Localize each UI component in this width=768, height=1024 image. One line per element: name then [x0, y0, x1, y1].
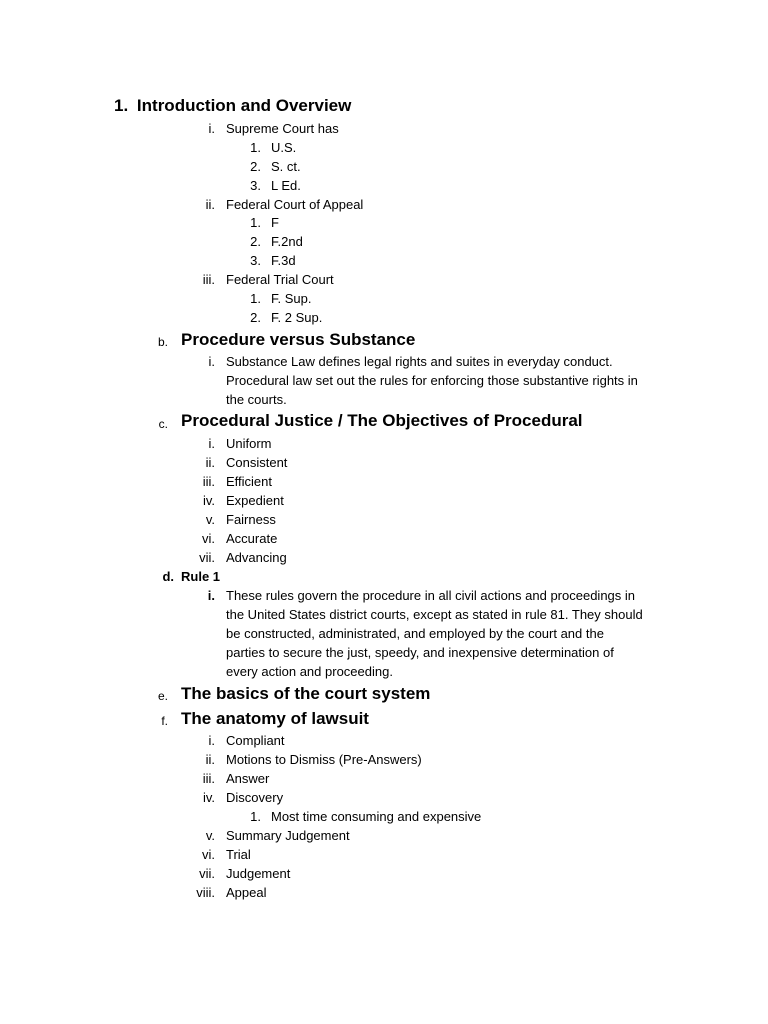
list-item: Compliant: [226, 733, 285, 748]
list-item: Accurate: [226, 531, 278, 546]
section-title: Rule 1: [181, 569, 221, 584]
paragraph-line: Procedural law set out the rules for enforcing those substantive rights in: [226, 373, 638, 388]
list-item: Efficient: [226, 474, 273, 489]
list-marker: v.: [205, 512, 215, 527]
section-title: Procedural Justice / The Objectives of Procedural: [181, 411, 583, 430]
list-marker: vii.: [199, 866, 215, 881]
list-item: Consistent: [226, 455, 288, 470]
paragraph-line: be constructed, administrated, and employed by the court and the: [226, 626, 604, 641]
paragraph-line: parties to secure the just, speedy, and inexpensive determination of: [226, 645, 614, 660]
list-item: F. Sup.: [271, 291, 312, 306]
list-marker: vii.: [199, 550, 215, 565]
list-marker: 2.: [250, 159, 261, 174]
list-item: F. 2 Sup.: [271, 310, 323, 325]
section-marker: e.: [157, 689, 168, 703]
list-marker: iv.: [202, 790, 215, 805]
list-marker: ii.: [205, 752, 215, 767]
list-item: Discovery: [226, 790, 284, 805]
list-marker: i.: [208, 354, 215, 369]
list-item: Motions to Dismiss (Pre-Answers): [226, 752, 422, 767]
list-marker: iv.: [202, 493, 215, 508]
section-title: Procedure versus Substance: [181, 330, 416, 349]
list-marker: v.: [205, 828, 215, 843]
list-item: Expedient: [226, 493, 284, 508]
list-marker: viii.: [196, 885, 215, 900]
list-marker: 3.: [250, 178, 261, 193]
list-marker: i.: [208, 121, 215, 136]
list-item: Federal Court of Appeal: [226, 197, 364, 212]
list-item: Most time consuming and expensive: [271, 809, 482, 824]
list-item: Fairness: [226, 512, 276, 527]
list-item: Appeal: [226, 885, 267, 900]
section-title: The anatomy of lawsuit: [181, 709, 369, 728]
list-item: Supreme Court has: [226, 121, 339, 136]
paragraph-line: These rules govern the procedure in all civil actions and proceedings in: [226, 588, 636, 603]
section-marker: b.: [157, 335, 168, 349]
section-title: Introduction and Overview: [136, 96, 352, 115]
list-marker: i.: [207, 588, 215, 603]
section-marker: c.: [158, 417, 168, 431]
list-item: S. ct.: [271, 159, 301, 174]
list-item: U.S.: [271, 140, 297, 155]
list-marker: 1.: [250, 140, 261, 155]
paragraph-line: every action and proceeding.: [226, 664, 393, 679]
list-marker: iii.: [202, 272, 215, 287]
paragraph-line: the courts.: [226, 392, 287, 407]
list-marker: ii.: [205, 455, 215, 470]
list-item: F.2nd: [271, 234, 303, 249]
list-marker: i.: [208, 733, 215, 748]
list-marker: ii.: [205, 197, 215, 212]
list-item: Answer: [226, 771, 270, 786]
paragraph-line: the United States district courts, except as stated in rule 81. They should: [226, 607, 643, 622]
list-item: F: [271, 215, 279, 230]
list-marker: 1.: [250, 291, 261, 306]
list-item: Summary Judgement: [226, 828, 350, 843]
list-item: Federal Trial Court: [226, 272, 334, 287]
list-item: Trial: [226, 847, 251, 862]
section-marker: d.: [162, 569, 174, 584]
list-item: L Ed.: [271, 178, 301, 193]
list-marker: 1.: [250, 215, 261, 230]
list-marker: 2.: [250, 234, 261, 249]
list-item: Judgement: [226, 866, 291, 881]
list-marker: vi.: [202, 847, 215, 862]
list-marker: 1.: [250, 809, 261, 824]
paragraph-line: Substance Law defines legal rights and suites in everyday conduct.: [226, 354, 613, 369]
section-number: 1.: [114, 96, 129, 115]
list-item: Uniform: [226, 436, 272, 451]
section-marker: f.: [161, 714, 168, 728]
list-item: Advancing: [226, 550, 287, 565]
list-marker: iii.: [202, 474, 215, 489]
section-heading: [114, 96, 351, 116]
section-title: The basics of the court system: [181, 684, 431, 703]
list-item: F.3d: [271, 253, 296, 268]
list-marker: vi.: [202, 531, 215, 546]
list-marker: iii.: [202, 771, 215, 786]
list-marker: i.: [208, 436, 215, 451]
list-marker: 2.: [250, 310, 261, 325]
list-marker: 3.: [250, 253, 261, 268]
